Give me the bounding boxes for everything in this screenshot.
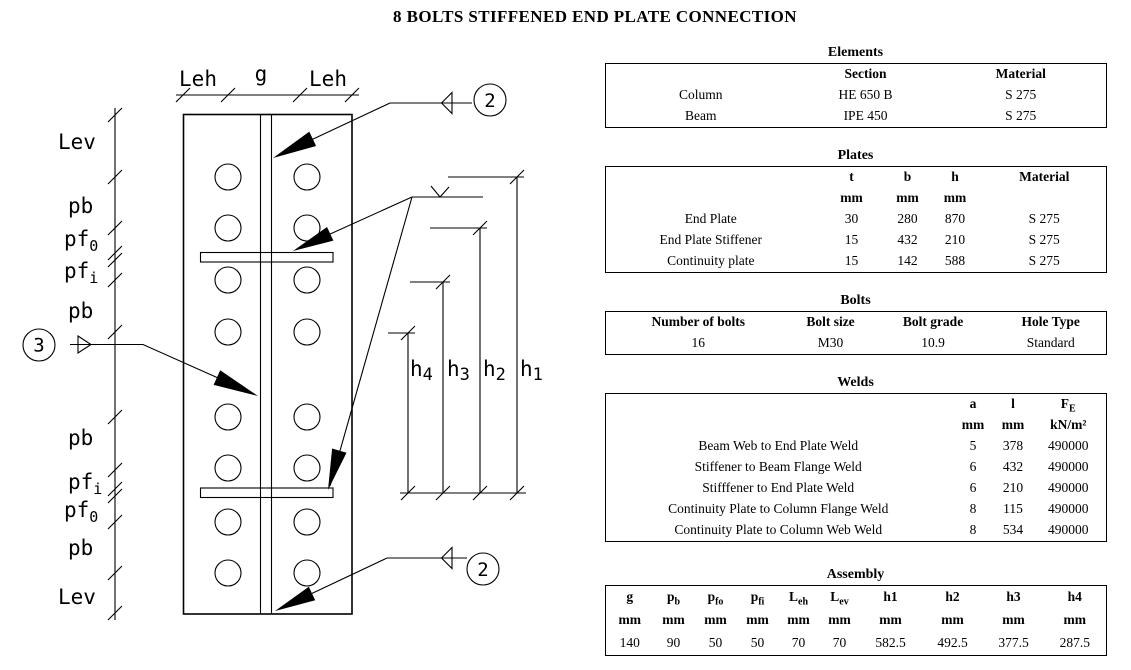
unit-cell: mm bbox=[746, 612, 769, 628]
row-label: Beam Web to End Plate Weld bbox=[698, 438, 859, 454]
bolt-hole bbox=[215, 319, 241, 345]
unit-cell: mm bbox=[1001, 417, 1025, 433]
table-row bbox=[606, 457, 1107, 478]
unit-cell: mm bbox=[1002, 612, 1025, 628]
table-cell: HE 650 B bbox=[838, 87, 893, 103]
bolts-table bbox=[605, 311, 1107, 355]
table-cell: 377.5 bbox=[998, 635, 1029, 651]
row-label: End Plate bbox=[684, 211, 737, 227]
table-cell: 490000 bbox=[1048, 459, 1089, 475]
unit-cell: mm bbox=[1063, 612, 1086, 628]
table-cell: 6 bbox=[969, 480, 977, 496]
bolt-hole bbox=[294, 560, 320, 586]
end-plate-outline bbox=[184, 115, 353, 615]
column-header: b bbox=[903, 169, 912, 185]
left-dimension bbox=[58, 108, 122, 620]
table-cell: 490000 bbox=[1048, 480, 1089, 496]
table-row bbox=[606, 85, 1107, 106]
unit-cell: mm bbox=[941, 612, 964, 628]
unit-cell: mm bbox=[662, 612, 685, 628]
unit-cell: mm bbox=[961, 417, 985, 433]
table-row bbox=[606, 632, 1107, 656]
dim-label-h4: h4 bbox=[410, 357, 433, 385]
column-header: $L_{eh}$ bbox=[788, 589, 808, 608]
table-cell: 10.9 bbox=[921, 335, 945, 351]
assembly-table-title: Assembly bbox=[826, 567, 885, 582]
table-row bbox=[606, 478, 1107, 499]
row-label: Continuity Plate to Column Flange Weld bbox=[668, 501, 889, 517]
table-cell: 582.5 bbox=[875, 635, 906, 651]
table-cell: 490000 bbox=[1048, 438, 1089, 454]
table-cell: 16 bbox=[691, 335, 705, 351]
column-header: Hole Type bbox=[1021, 314, 1080, 330]
plates-table-title: Plates bbox=[837, 148, 874, 163]
column-header: a bbox=[969, 396, 977, 412]
table-row bbox=[606, 499, 1107, 520]
table-cell: S 275 bbox=[1005, 108, 1037, 124]
dim-label-leh-right: Leh bbox=[309, 67, 347, 91]
bolt-hole bbox=[294, 319, 320, 345]
table-cell: 870 bbox=[944, 211, 966, 227]
table-row bbox=[606, 436, 1107, 457]
table-cell: S 275 bbox=[1028, 232, 1060, 248]
column-header: $L_{ev}$ bbox=[830, 589, 849, 608]
end-plate-view bbox=[184, 115, 353, 615]
table-cell: 432 bbox=[897, 232, 918, 248]
table-cell: 6 bbox=[969, 459, 977, 475]
table-cell: 5 bbox=[969, 438, 977, 454]
column-header bbox=[606, 394, 951, 416]
table-cell: 70 bbox=[832, 635, 847, 651]
column-header: $p_b$ bbox=[666, 589, 681, 608]
dim-label-lev-top: Lev bbox=[58, 130, 96, 154]
bolt-hole bbox=[294, 404, 320, 430]
column-header: h bbox=[951, 169, 959, 185]
page-title: 8 BOLTS STIFFENED END PLATE CONNECTION bbox=[393, 7, 797, 26]
bolt-hole bbox=[215, 404, 241, 430]
callout-number: 3 bbox=[33, 334, 45, 357]
dimension-ticks bbox=[401, 170, 524, 500]
elements-table bbox=[605, 63, 1107, 128]
table-cell: 210 bbox=[1002, 480, 1024, 496]
table-cell: 15 bbox=[844, 232, 859, 248]
bolt-hole bbox=[294, 509, 320, 535]
table-row bbox=[606, 251, 1107, 273]
table-cell: Standard bbox=[1026, 335, 1075, 351]
table-cell: 378 bbox=[1002, 438, 1024, 454]
column-header: Bolt grade bbox=[902, 314, 964, 330]
h-dimensions bbox=[388, 170, 543, 500]
column-header: t bbox=[849, 169, 854, 185]
table-row bbox=[606, 106, 1107, 128]
table-cell: 210 bbox=[944, 232, 966, 248]
table-cell: 30 bbox=[844, 211, 859, 227]
dim-label-pfi: $pf_i$ bbox=[68, 470, 103, 498]
dim-label-lev-bottom: Lev bbox=[58, 585, 96, 609]
plates-table bbox=[605, 166, 1107, 273]
table-cell: 50 bbox=[750, 635, 765, 651]
table-cell: 534 bbox=[1002, 522, 1024, 538]
dim-label-h2: h2 bbox=[483, 357, 506, 385]
dim-label-g: g bbox=[254, 62, 268, 86]
unit-cell: mm bbox=[879, 612, 902, 628]
table-header-row bbox=[606, 394, 1107, 416]
bolt-hole bbox=[215, 509, 241, 535]
table-cell: 492.5 bbox=[937, 635, 968, 651]
table-cell: S 275 bbox=[1005, 87, 1037, 103]
table-header-row bbox=[606, 312, 1107, 334]
leader-mark bbox=[431, 186, 449, 197]
row-label: Stiffener to Beam Flange Weld bbox=[694, 459, 862, 475]
unit-cell: mm bbox=[943, 190, 967, 206]
dim-label-pfi: $pf_i$ bbox=[64, 259, 99, 287]
bolt-hole bbox=[294, 164, 320, 190]
row-label: Stifffener to End Plate Weld bbox=[702, 480, 855, 496]
column-header: h4 bbox=[1067, 589, 1082, 605]
column-header: Number of bolts bbox=[651, 314, 745, 330]
dim-label-pb: pb bbox=[68, 299, 94, 323]
table-cell: 432 bbox=[1002, 459, 1024, 475]
column-header: Material bbox=[995, 66, 1046, 82]
unit-cell: mm bbox=[787, 612, 810, 628]
table-cell: 287.5 bbox=[1059, 635, 1090, 651]
column-header: $p_{fi}$ bbox=[750, 589, 765, 608]
column-header: Material bbox=[1019, 169, 1070, 185]
table-cell: S 275 bbox=[1028, 211, 1060, 227]
table-cell: 490000 bbox=[1048, 501, 1089, 517]
unit-cell: kN/m² bbox=[1050, 417, 1087, 433]
row-label: End Plate Stiffener bbox=[659, 232, 762, 248]
table-cell: 8 bbox=[969, 501, 977, 517]
column-header: g bbox=[626, 589, 634, 605]
dim-label-pf0: $pf_0$ bbox=[64, 498, 99, 526]
row-label: Column bbox=[678, 87, 723, 103]
column-header bbox=[606, 64, 796, 86]
row-label: Beam bbox=[685, 108, 717, 124]
table-cell: 280 bbox=[897, 211, 918, 227]
table-cell: 70 bbox=[791, 635, 806, 651]
welds-table-title: Welds bbox=[837, 375, 874, 390]
bolt-hole bbox=[215, 267, 241, 293]
dim-label-pb: pb bbox=[68, 194, 94, 218]
column-header: $p_{fo}$ bbox=[707, 589, 724, 608]
table-cell: 490000 bbox=[1048, 522, 1089, 538]
table-units-row bbox=[606, 609, 1107, 632]
unit-cell bbox=[606, 415, 951, 436]
unit-cell: mm bbox=[704, 612, 727, 628]
table-cell: M30 bbox=[817, 335, 844, 351]
table-row bbox=[606, 333, 1107, 355]
table-row bbox=[606, 230, 1107, 251]
unit-cell: mm bbox=[618, 612, 641, 628]
bolts-table-title: Bolts bbox=[840, 293, 871, 308]
column-header: Section bbox=[844, 66, 887, 82]
dim-label-pb: pb bbox=[68, 536, 94, 560]
bolt-hole bbox=[294, 455, 320, 481]
table-cell: 142 bbox=[897, 253, 918, 269]
table-cell: 50 bbox=[708, 635, 723, 651]
bolt-hole bbox=[215, 215, 241, 241]
welds-table bbox=[605, 393, 1107, 542]
assembly-table bbox=[605, 585, 1107, 656]
row-label: Continuity plate bbox=[667, 253, 755, 269]
table-cell: 8 bbox=[969, 522, 977, 538]
column-header bbox=[606, 167, 816, 189]
dim-label-pf0: $pf_0$ bbox=[64, 227, 99, 255]
table-cell: 140 bbox=[619, 635, 640, 651]
table-cell: IPE 450 bbox=[843, 108, 888, 124]
bolt-hole bbox=[215, 560, 241, 586]
unit-cell: mm bbox=[828, 612, 851, 628]
unit-cell: mm bbox=[896, 190, 919, 206]
beam-flange-top bbox=[201, 253, 334, 263]
table-cell: 588 bbox=[944, 253, 966, 269]
table-cell: S 275 bbox=[1028, 253, 1060, 269]
dim-label-h3: h3 bbox=[447, 357, 470, 385]
table-header-row bbox=[606, 586, 1107, 610]
top-dimension bbox=[176, 62, 359, 102]
table-header-row bbox=[606, 167, 1107, 189]
column-header: Bolt size bbox=[806, 314, 855, 330]
beam-flange-bottom bbox=[201, 488, 334, 498]
dim-label-h1: h1 bbox=[520, 357, 543, 385]
table-header-row bbox=[606, 64, 1107, 86]
callout-number: 2 bbox=[484, 90, 496, 112]
bolt-hole bbox=[215, 164, 241, 190]
column-header: l bbox=[1011, 396, 1015, 412]
table-row bbox=[606, 209, 1107, 230]
unit-cell bbox=[983, 188, 1107, 209]
dim-label-leh-left: Leh bbox=[179, 67, 217, 91]
bolt-hole bbox=[215, 455, 241, 481]
dim-label-pb: pb bbox=[68, 426, 94, 450]
bolt-hole bbox=[294, 267, 320, 293]
unit-cell bbox=[606, 188, 816, 209]
table-row bbox=[606, 520, 1107, 542]
callout-number: 2 bbox=[477, 559, 489, 581]
row-label: Continuity Plate to Column Web Weld bbox=[674, 522, 883, 538]
table-cell: 15 bbox=[844, 253, 859, 269]
table-units-row bbox=[606, 415, 1107, 436]
column-header: $F_E$ bbox=[1060, 396, 1076, 415]
table-units-row bbox=[606, 188, 1107, 209]
column-header: h2 bbox=[945, 589, 960, 605]
table-cell: 90 bbox=[666, 635, 681, 651]
column-header: h1 bbox=[883, 589, 898, 605]
table-cell: 115 bbox=[1003, 501, 1023, 517]
unit-cell: mm bbox=[840, 190, 863, 206]
elements-table-title: Elements bbox=[827, 45, 884, 60]
column-header: h3 bbox=[1006, 589, 1021, 605]
